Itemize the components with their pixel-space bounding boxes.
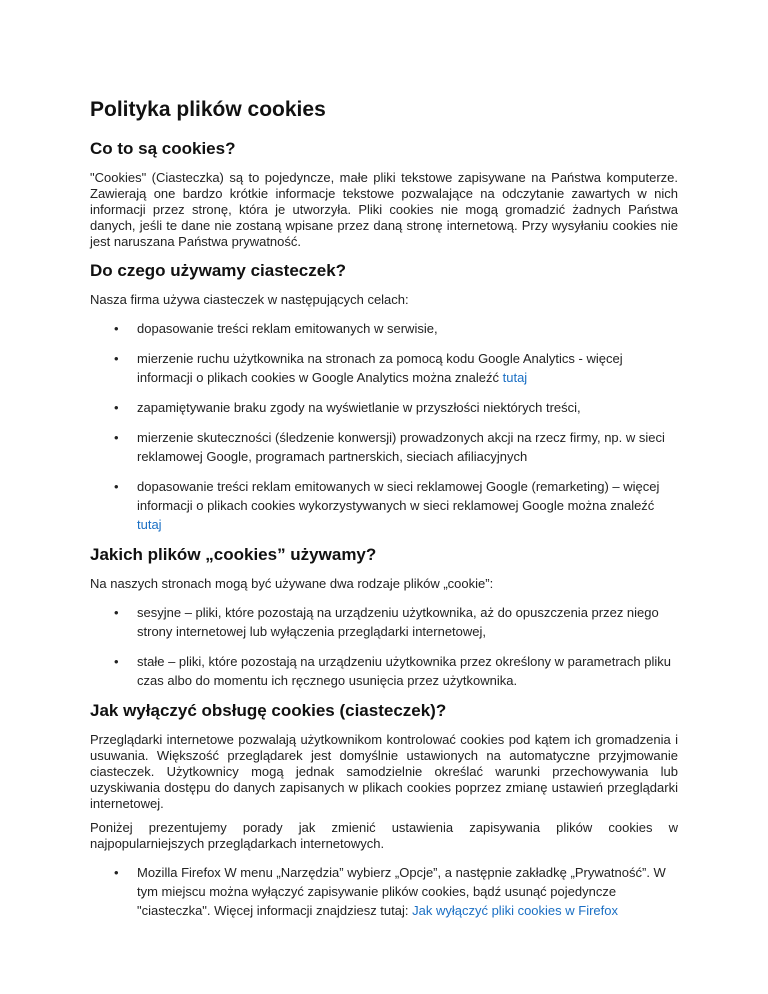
bullet-icon: • [114,400,119,415]
list-item: • stałe – pliki, które pozostają na urządzeniu użytkownika przez określony w parametrach pliku czas albo do momentu ich ręcznego usunięcia przez użytkownika. [114,654,671,688]
section-intro-types: Na naszych stronach mogą być używane dwa rodzaje plików „cookie”: [90,576,494,591]
section-heading-disable: Jak wyłączyć obsługę cookies (ciasteczek)? [90,701,447,720]
bullet-icon: • [114,430,119,445]
browsers-list [90,863,678,920]
section-heading-usage: Do czego używamy ciasteczek? [90,261,347,280]
bullet-icon: • [114,321,119,336]
analytics-link[interactable]: tutaj [502,370,528,385]
bullet-icon: • [114,865,119,880]
section-intro-usage: Nasza firma używa ciasteczek w następujących celach: [90,292,409,307]
list-item: • dopasowanie treści reklam emitowanych w serwisie, [114,321,438,336]
list-item: • sesyjne – pliki, które pozostają na urządzeniu użytkownika, aż do opuszczenia przez niego strony internetowej lub wyłączenia przeglądarki internetowej, [114,605,659,639]
page-title: Polityka plików cookies [90,98,326,121]
list-item: • Mozilla Firefox W menu „Narzędzia” wybierz „Opcje”, a następnie zakładkę „Prywatność”. W tym miejscu można wyłączyć zapisywanie plików cookies, bądź usunąć pojedyncze "ciasteczka". Więcej informacji znajdziesz tutaj: Jak wyłączyć pliki cookies w Firefox [114,865,666,918]
section-text-browsers: Poniżej prezentujemy porady jak zmienić ustawienia zapisywania plików cookies w najpopularniejszych przeglądarkach internetowych. [90,820,678,851]
section-heading-what: Co to są cookies? [90,139,236,158]
list-item: • mierzenie skuteczności (śledzenie konwersji) prowadzonych akcji na rzecz firmy, np. w sieci reklamowej Google, programach partnerskich, sieciach afiliacyjnych [114,430,665,464]
remarketing-link[interactable]: tutaj [137,517,162,532]
list-item: • mierzenie ruchu użytkownika na stronach za pomocą kodu Google Analytics - więcej informacji o plikach cookies w Google Analytics można znaleźć tutaj [114,351,623,385]
list-item: • zapamiętywanie braku zgody na wyświetlanie w przyszłości niektórych treści, [114,400,581,415]
bullet-icon: • [114,351,119,366]
usage-list [90,319,678,534]
section-text-disable: Przeglądarki internetowe pozwalają użytkownikom kontrolować cookies pod kątem ich gromadzenia i usuwania. Większość przeglądarek jest domyślnie ustawionych na automatyczne przyjmowanie ciasteczek. Użytkownicy mogą jednak samodzielnie określać warunki przechowywania lub uzyskiwania dostępu do danych zapisanych w plikach cookies poprzez zmianę ustawień przeglądarki internetowej. [90,732,678,811]
bullet-icon: • [114,654,119,669]
section-text-what: "Cookies" (Ciasteczka) są to pojedyncze, małe pliki tekstowe zapisywane na Państwa komputerze. Zawierają one bardzo krótkie informacje tekstowe pozwalające na odczytanie zawartych w nich informacji przez stronę, która je utworzyła. Pliki cookies nie mogą gromadzić żadnych Państwa danych, jeśli te dane nie zostaną wpisane przez daną stronę internetową. Przy wysyłaniu cookies nie jest naruszana Państwa prywatność. [90,170,678,249]
firefox-link[interactable]: Jak wyłączyć pliki cookies w Firefox [412,903,618,918]
types-list [90,603,678,690]
bullet-icon: • [114,479,119,494]
section-heading-types: Jakich plików „cookies” używamy? [90,545,377,564]
bullet-icon: • [114,605,119,620]
list-item: • dopasowanie treści reklam emitowanych w sieci reklamowej Google (remarketing) – więcej informacji o plikach cookies wykorzystywanych w sieci reklamowej Google można znaleźć tutaj [114,479,660,532]
